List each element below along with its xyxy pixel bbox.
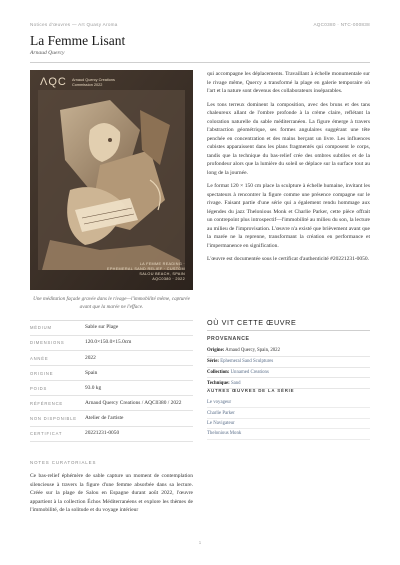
- header-divider: [30, 62, 370, 63]
- artwork-overlay-credit: Arnaud Quercy Creations Commission 2022: [72, 78, 115, 87]
- artwork-image: [30, 70, 193, 290]
- provenance-list: [207, 346, 370, 389]
- other-works-heading: AUTRES ŒUVRES DE LA SÉRIE: [207, 388, 295, 393]
- metadata-row: [30, 396, 193, 411]
- metadata-row: [30, 366, 193, 381]
- page-number: 1: [198, 540, 202, 545]
- metadata-row: [30, 411, 193, 426]
- where-divider: [207, 330, 370, 331]
- artwork-overlay-label: LA FEMME READING · EPHEMERAL SAND RELIEF · CUSTOM SALOU BEACH, SPAIN AQC0380 · 2022: [107, 261, 185, 281]
- metadata-key: CERTIFICAT: [30, 430, 63, 436]
- other-works-list: [207, 398, 370, 440]
- metadata-key: ORIGINE: [30, 370, 54, 376]
- provenance-value[interactable]: Ephemeral Sand Sculptures: [220, 359, 274, 365]
- description-paragraph: Le format 120 × 150 cm place la sculpture à échelle humaine, invitant les spectateurs à rencontrer la figure comme une présence compagne sur le rivage. Faisant partie d'une série qui a également rendu hommage aux légendes du jazz Thelonious Monk et Charlie Parker, cette pièce offrait un contrepoint plus introspectif—l'immobilité au milieu du son, la lecture au milieu de l'improvisation. L'œuvre n'a existé que brièvement avant que la marée ne la reprenne, transformant la création en performance et l'impermanence en signification.: [207, 183, 370, 249]
- metadata-row: [30, 321, 193, 336]
- metadata-value: 2022: [85, 354, 96, 361]
- provenance-value[interactable]: Unnamed Creations: [230, 369, 269, 375]
- metadata-value: Atelier de l'artiste: [85, 414, 124, 421]
- provenance-heading: PROVENANCE: [207, 336, 250, 342]
- metadata-value: Arnaud Quercy Creations / AQC0380 / 2022: [85, 399, 182, 406]
- artwork-caption: Une méditation façade gravée dans le rivage—l'immobilité même, capturée avant que la marée ne l'efface.: [33, 296, 190, 310]
- metadata-key: ANNÉE: [30, 355, 49, 361]
- metadata-key: RÉFÉRENCE: [30, 400, 64, 406]
- metadata-key: POIDS: [30, 385, 48, 391]
- description-paragraph: qui accompagne les déplacements. Travaillant à échelle monumentale sur le rivage même, Quercy a transformé la plage en galerie temporaire où l'art et la nature sont devenus des collaborateurs inséparables.: [207, 71, 370, 95]
- metadata-row: [30, 381, 193, 396]
- provenance-value[interactable]: Sand: [230, 380, 241, 386]
- provenance-label: Série:: [207, 359, 219, 365]
- metadata-value: 120.0×150.0×15.0cm: [85, 339, 132, 346]
- provenance-row: [207, 357, 370, 368]
- metadata-row: [30, 336, 193, 351]
- other-work-link[interactable]: Charlie Parker: [207, 408, 370, 418]
- metadata-value: 93.0 kg: [85, 384, 102, 391]
- breadcrumb[interactable]: Notices d'œuvres — Art Quasy Aroma: [30, 22, 118, 27]
- metadata-table: [30, 320, 193, 442]
- metadata-value: Spain: [85, 369, 98, 376]
- metadata-row: [30, 351, 193, 366]
- provenance-label: Origine:: [207, 348, 225, 354]
- description-paragraph: Les tons terreux dominent la composition, avec des bruns et des tans chaleureux allant de l'ombre profonde à la crème claire, reflétant la coloration naturelle du sable méditerranéen. La figure émerge à travers l'abstraction géométrique, ses formes angulaires suggérant une tête penchée en concentration et des mains berçant un livre. Les influences cubistes apparaissent dans les plans fragmentés qui composent le corps, tandis que la technique du bas-relief crée des ombres subtiles et de la profondeur alors que la lumière du soleil se déplace sur la surface tout au long de la journée.: [207, 101, 370, 176]
- metadata-row: [30, 427, 193, 442]
- provenance-row: [207, 368, 370, 379]
- provenance-label: Collection:: [207, 369, 230, 375]
- metadata-key: NON DISPONIBLE: [30, 415, 77, 421]
- sand-relief-illustration: [30, 70, 193, 290]
- other-work-link[interactable]: Thelonious Monk: [207, 429, 370, 439]
- metadata-key: DIMENSIONS: [30, 340, 65, 346]
- metadata-value: 20221231-0050: [85, 429, 120, 436]
- provenance-row: [207, 346, 370, 357]
- artwork-overlay-logo: ΛQC: [40, 76, 67, 88]
- metadata-value: Sable sur Plage: [85, 324, 119, 331]
- notes-text: Ce bas-relief éphémère de sable capture un moment de contemplation silencieuse à travers la figure d'une femme absorbée dans sa lecture. Créée sur la plage de Salou en Espagne durant août 2022, l'œuvre appartient à la collection Échos Méditerranéens et explore les thèmes de l'immobilité, de la solitude et du voyage intérieur: [30, 473, 193, 514]
- other-work-link[interactable]: Le Navigateur: [207, 419, 370, 429]
- description-column: [207, 70, 370, 269]
- notes-heading: NOTES CURATORIALES: [30, 460, 97, 465]
- description-paragraph: L'œuvre est documentée sous le certificat d'authenticité #20221231-0050.: [207, 256, 370, 263]
- where-heading: OÙ VIT CETTE ŒUVRE: [207, 318, 297, 327]
- provenance-label: Technique:: [207, 380, 230, 386]
- other-work-link[interactable]: Le voyageur: [207, 398, 370, 408]
- page-title: La Femme Lisant: [30, 33, 126, 48]
- provenance-value: Arnaud Quercy, Spain, 2022: [225, 348, 280, 354]
- artist-name: Arnaud Quercy: [30, 50, 65, 56]
- metadata-key: MÉDIUM: [30, 325, 52, 331]
- top-bar: [30, 22, 370, 27]
- reference-code: AQC0380 · NTC-000838: [313, 22, 370, 27]
